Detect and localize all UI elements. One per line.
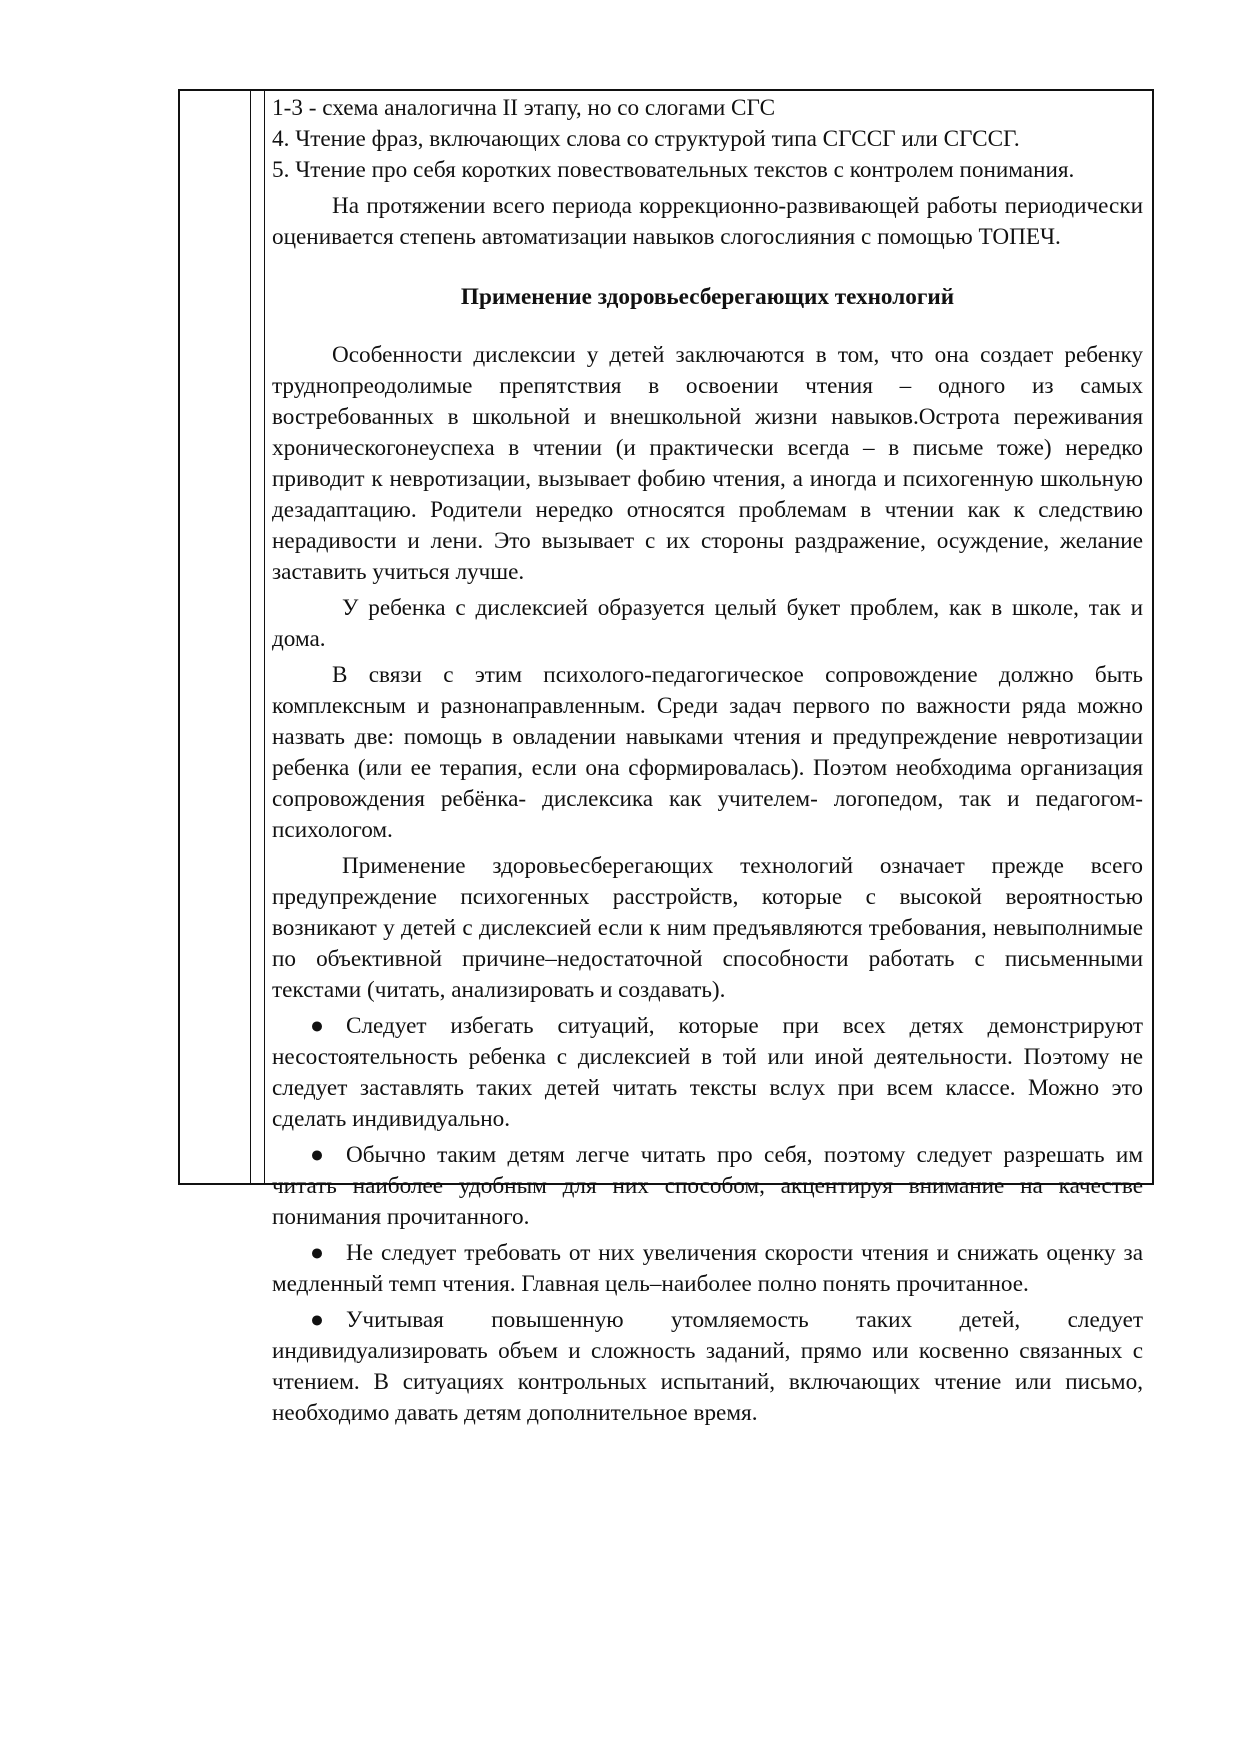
bullet-text: Не следует требовать от них увеличения скорости чтения и снижать оценку за медленный темп чтения. Главная цель–наиболее полно понять прочитанное.: [272, 1240, 1143, 1297]
bullet-item: [272, 1011, 1143, 1135]
bullet-item: [272, 1305, 1143, 1429]
bullet-text: Следует избегать ситуаций, которые при всех детях демонстрируют несостоятельность ребенка с дислексией в той или иной деятельности. Поэтому не следует заставлять таких детей читать тексты вслух при всем классе. Можно это сделать индивидуально.: [272, 1013, 1143, 1132]
paragraph: У ребенка с дислексией образуется целый букет проблем, как в школе, так и дома.: [272, 595, 1143, 652]
document-table: [178, 89, 1154, 1426]
bullet-icon: ●: [310, 1240, 325, 1266]
content-cell: [272, 93, 1143, 1429]
bullet-icon: ●: [310, 1142, 325, 1168]
paragraph: Применение здоровьесберегающих технологий означает прежде всего предупреждение психогенных расстройств, которые с высокой вероятностью возникают у детей с дислексией если к ним предъявляются требования, невыполнимые по объективной причине–недостаточной способности работать с письменными текстами (читать, анализировать и создавать).: [272, 853, 1143, 1003]
intro-paragraph: На протяжении всего периода коррекционно-развивающей работы периодически оценивается степень автоматизации навыков слогослияния с помощью ТОПЕЧ.: [272, 193, 1143, 250]
list-item: 4. Чтение фраз, включающих слова со структурой типа СГССГ или СГССГ.: [272, 126, 1020, 152]
list-item: 1-3 - схема аналогична II этапу, но со слогами СГС: [272, 95, 776, 121]
table-column-divider: [264, 91, 265, 1183]
bullet-text: Учитывая повышенную утомляемость таких детей, следует индивидуализировать объем и сложность заданий, прямо или косвенно связанных с чтением. В ситуациях контрольных испытаний, включающих чтение или письмо, необходимо давать детям дополнительное время.: [272, 1307, 1143, 1426]
bullet-icon: ●: [310, 1013, 325, 1039]
list-item: 5. Чтение про себя коротких повествовательных текстов с контролем понимания.: [272, 157, 1075, 183]
bullet-text: Обычно таким детям легче читать про себя, поэтому следует разрешать им читать наиболее удобным для них способом, акцентируя внимание на качестве понимания прочитанного.: [272, 1142, 1143, 1230]
bullet-item: [272, 1140, 1143, 1233]
table-column-divider: [250, 91, 251, 1183]
bullet-icon: ●: [310, 1307, 325, 1333]
paragraph: Особенности дислексии у детей заключаются в том, что она создает ребенку труднопреодолимые препятствия в освоении чтения – одного из самых востребованных в школьной и внешкольной жизни навыков.Острота переживания хроническогонеуспеха в чтении (и практически всегда – в письме тоже) нередко приводит к невротизации, вызывает фобию чтения, а иногда и психогенную школьную дезадаптацию. Родители нередко относятся проблемам в чтении как к следствию нерадивости и лени. Это вызывает с их стороны раздражение, осуждение, желание заставить учиться лучше.: [272, 342, 1143, 585]
paragraph: В связи с этим психолого-педагогическое сопровождение должно быть комплексным и разнонаправленным. Среди задач первого по важности ряда можно назвать две: помощь в овладении навыками чтения и предупреждение невротизации ребенка (или ее терапия, если она сформировалась). Поэтом необходима организация сопровождения ребёнка- дислексика как учителем- логопедом, так и педагогом-психологом.: [272, 662, 1143, 843]
bullet-item: [272, 1238, 1143, 1300]
section-heading: Применение здоровьесберегающих технологий: [460, 284, 955, 310]
